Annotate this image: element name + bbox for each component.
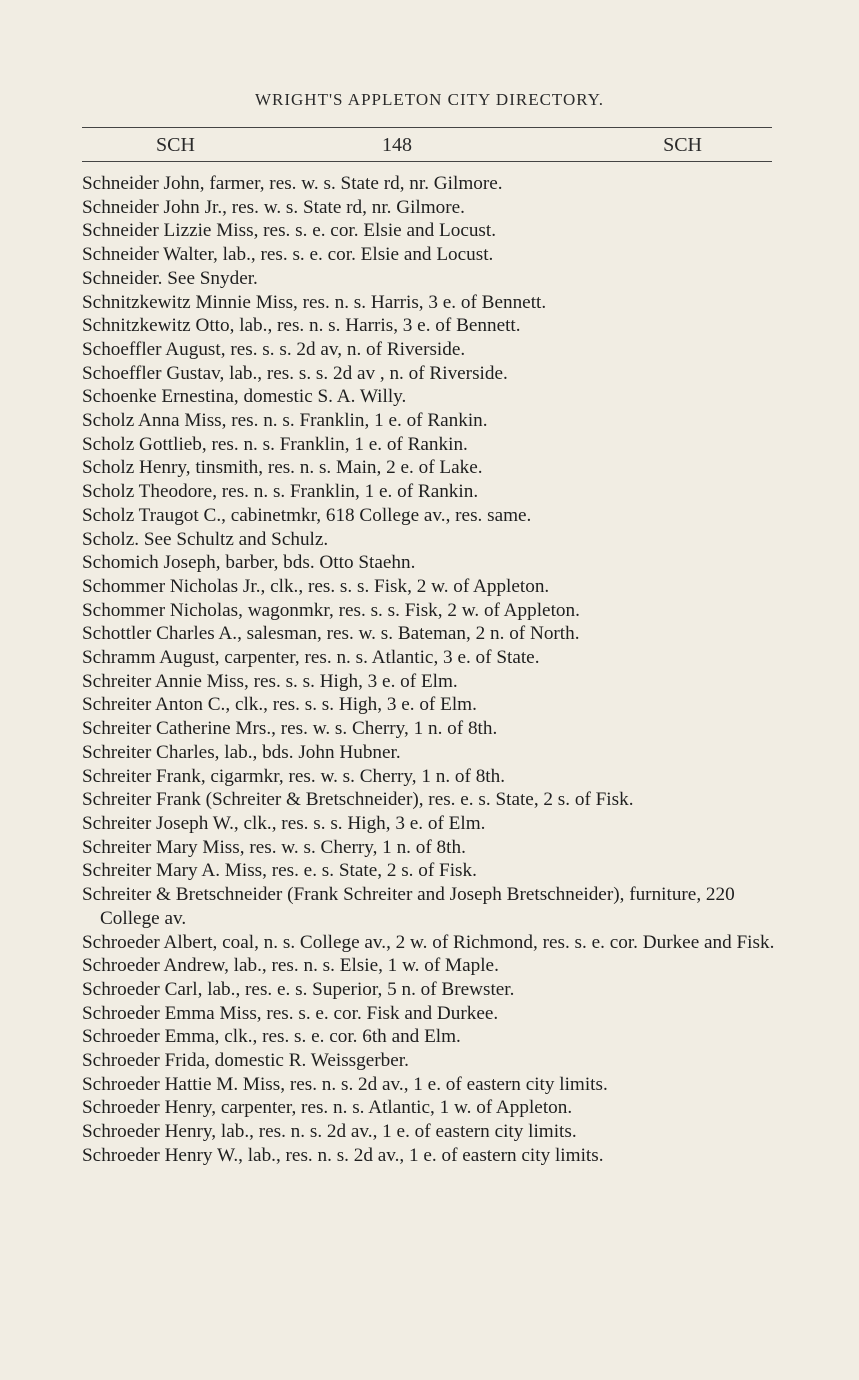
right-guide-word: SCH [663, 134, 702, 156]
guide-header [82, 131, 772, 159]
directory-entry: Schneider John Jr., res. w. s. State rd, nr. Gilmore. [82, 196, 465, 218]
directory-entry: Scholz Henry, tinsmith, res. n. s. Main, 2 e. of Lake. [82, 457, 483, 479]
directory-entry: Schottler Charles A., salesman, res. w. s. Bateman, 2 n. of North. [82, 623, 580, 645]
directory-entry: Schramm August, carpenter, res. n. s. Atlantic, 3 e. of State. [82, 647, 540, 669]
directory-entry: Schommer Nicholas, wagonmkr, res. s. s. Fisk, 2 w. of Appleton. [82, 599, 580, 621]
directory-entry: Schomich Joseph, barber, bds. Otto Staehn. [82, 552, 416, 574]
directory-entry: Schroeder Frida, domestic R. Weissgerber. [82, 1050, 409, 1072]
directory-entry: Schoenke Ernestina, domestic S. A. Willy. [82, 386, 407, 408]
directory-entry: Scholz Theodore, res. n. s. Franklin, 1 e. of Rankin. [82, 481, 479, 503]
directory-entry: Scholz Gottlieb, res. n. s. Franklin, 1 e. of Rankin. [82, 433, 468, 455]
directory-entries [82, 172, 782, 1168]
directory-entry: Schneider John, farmer, res. w. s. State rd, nr. Gilmore. [82, 173, 503, 194]
directory-entry: Schreiter Mary Miss, res. w. s. Cherry, 1 n. of 8th. [82, 836, 466, 858]
directory-entry: Schreiter Catherine Mrs., res. w. s. Cherry, 1 n. of 8th. [82, 718, 498, 740]
directory-entry: Schroeder Henry, carpenter, res. n. s. Atlantic, 1 w. of Appleton. [82, 1097, 573, 1119]
directory-entry: Schneider Walter, lab., res. s. e. cor. Elsie and Locust. [82, 244, 494, 266]
directory-entry: Schroeder Emma, clk., res. s. e. cor. 6th and Elm. [82, 1026, 461, 1048]
directory-entry: Schreiter & Bretschneider (Frank Schreiter and Joseph Bretschneider), furniture, 220 College av. [82, 884, 735, 929]
running-head: WRIGHT'S APPLETON CITY DIRECTORY. [254, 90, 605, 109]
directory-entry: Schreiter Mary A. Miss, res. e. s. State, 2 s. of Fisk. [82, 860, 477, 882]
directory-entry: Schroeder Andrew, lab., res. n. s. Elsie, 1 w. of Maple. [82, 955, 499, 977]
directory-entry: Schreiter Joseph W., clk., res. s. s. High, 3 e. of Elm. [82, 812, 486, 834]
directory-entry: Schnitzkewitz Minnie Miss, res. n. s. Harris, 3 e. of Bennett. [82, 291, 547, 313]
directory-entry: Schreiter Charles, lab., bds. John Hubner. [82, 741, 401, 763]
directory-entry: Schroeder Albert, coal, n. s. College av., 2 w. of Richmond, res. s. e. cor. Durkee and Fisk. [82, 931, 775, 953]
directory-entry: Schommer Nicholas Jr., clk., res. s. s. Fisk, 2 w. of Appleton. [82, 575, 550, 597]
directory-entry: Schreiter Anton C., clk., res. s. s. High, 3 e. of Elm. [82, 694, 477, 716]
directory-entry: Scholz Traugot C., cabinetmkr, 618 College av., res. same. [82, 504, 532, 526]
directory-entry: Schoeffler Gustav, lab., res. s. s. 2d av , n. of Riverside. [82, 362, 508, 384]
directory-entry: Schreiter Frank, cigarmkr, res. w. s. Cherry, 1 n. of 8th. [82, 765, 506, 787]
page-number: 148 [382, 134, 412, 156]
header-rule-top [82, 127, 772, 128]
directory-entry: Scholz Anna Miss, res. n. s. Franklin, 1 e. of Rankin. [82, 410, 488, 432]
directory-entry: Schroeder Hattie M. Miss, res. n. s. 2d av., 1 e. of eastern city limits. [82, 1073, 608, 1095]
directory-entry: Schreiter Annie Miss, res. s. s. High, 3 e. of Elm. [82, 670, 458, 692]
directory-entry: Schneider Lizzie Miss, res. s. e. cor. Elsie and Locust. [82, 220, 497, 242]
directory-entry: Schroeder Carl, lab., res. e. s. Superior, 5 n. of Brewster. [82, 978, 515, 1000]
header-rule-bottom [82, 161, 772, 162]
directory-entry: Schreiter Frank (Schreiter & Bretschneider), res. e. s. State, 2 s. of Fisk. [82, 789, 634, 811]
directory-entry: Scholz. See Schultz and Schulz. [82, 528, 329, 550]
directory-entry: Schoeffler August, res. s. s. 2d av, n. of Riverside. [82, 338, 466, 360]
directory-entry: Schroeder Henry, lab., res. n. s. 2d av., 1 e. of eastern city limits. [82, 1121, 577, 1143]
directory-entry: Schroeder Emma Miss, res. s. e. cor. Fisk and Durkee. [82, 1002, 499, 1024]
directory-entry: Schnitzkewitz Otto, lab., res. n. s. Harris, 3 e. of Bennett. [82, 315, 521, 337]
directory-entry: Schroeder Henry W., lab., res. n. s. 2d av., 1 e. of eastern city limits. [82, 1144, 604, 1166]
directory-entry: Schneider. See Snyder. [82, 267, 258, 289]
left-guide-word: SCH [156, 134, 195, 156]
